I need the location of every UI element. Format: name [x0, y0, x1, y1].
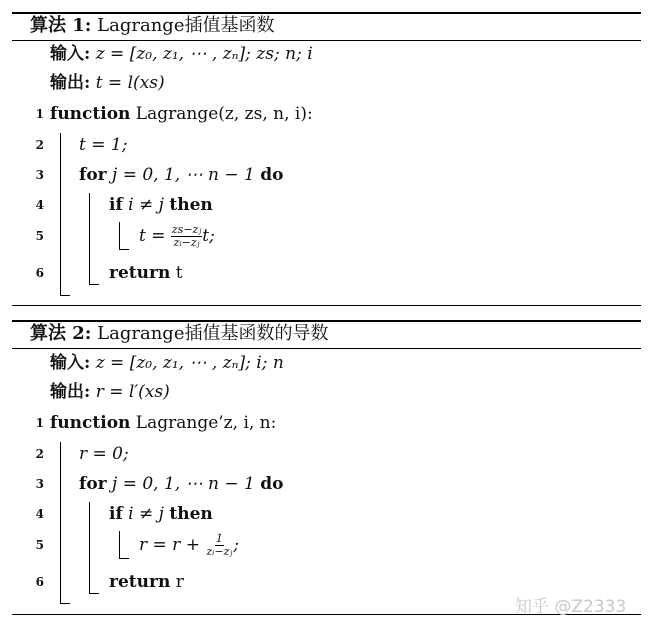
algo2-for-scope-bar [89, 502, 90, 594]
algo2-output-expr: r = l′(xs) [95, 382, 170, 402]
algo2-for-scope-foot [89, 593, 99, 594]
algo2-output [50, 382, 170, 402]
algo1-keyword-if: if [109, 195, 123, 215]
algo2-for-range: j = 0, 1, ⋯ n − 1 [106, 474, 261, 494]
algo1-output-label: 输出: [50, 73, 91, 93]
algo1-output-expr: t = l(xs) [95, 73, 165, 93]
algo1-keyword-return: return [109, 263, 171, 283]
algo1-if-scope-bar [119, 222, 120, 250]
algo1-input-expr: z = [z₀, z₁, ⋯ , zₙ]; zs; n; i [95, 44, 313, 64]
algo1-function-scope-bar [60, 133, 61, 296]
algo1-line-3 [79, 165, 283, 185]
algo1-return-value: t [170, 263, 183, 283]
algo1-fraction-denominator: zᵢ−zⱼ [173, 236, 200, 249]
algo1-for-scope-foot [89, 284, 99, 285]
algo1-if-condition: i ≠ j [122, 195, 170, 215]
algo1-function-signature: Lagrange(z, zs, n, i): [130, 104, 313, 124]
algo1-keyword-do: do [260, 165, 284, 185]
algo2-input-label: 输入: [50, 353, 91, 373]
algo1-input-label: 输入: [50, 44, 91, 64]
algo2-line-5 [139, 533, 239, 558]
algo2-function-scope-foot [60, 603, 70, 604]
algo1-function-scope-foot [60, 295, 70, 296]
algo2-input-expr: z = [z₀, z₁, ⋯ , zₙ]; i; n [95, 353, 284, 373]
algo2-assign-tail: ; [233, 535, 240, 555]
algo2-title-text: Lagrange插值基函数的导数 [97, 323, 329, 344]
algo2-if-scope-bar [119, 531, 120, 559]
algo2-line-number: 1 [35, 416, 44, 430]
algo1-title [30, 15, 274, 37]
algo1-line-6 [109, 263, 183, 283]
algo2-title-rule [12, 348, 641, 349]
algo1-line-number: 3 [35, 168, 44, 182]
algo2-input [50, 353, 284, 373]
algo2-line-4 [109, 504, 213, 524]
algo1-keyword-for: for [79, 165, 107, 185]
algo1-for-range: j = 0, 1, ⋯ n − 1 [106, 165, 261, 185]
algo1-line-2: t = 1; [79, 135, 128, 155]
algo2-line-number: 6 [35, 575, 44, 589]
algo1-bottom-rule [12, 305, 641, 306]
algo2-keyword-return: return [109, 572, 171, 592]
algo1-title-rule [12, 40, 641, 41]
algo2-line-2: r = 0; [79, 444, 129, 464]
algo1-line-4 [109, 195, 213, 215]
algo2-fraction-numerator: 1 [215, 532, 223, 545]
algo2-line-number: 3 [35, 477, 44, 491]
algo1-line-number: 2 [35, 138, 44, 152]
algo2-output-label: 输出: [50, 382, 91, 402]
algo2-keyword-function: function [50, 413, 131, 433]
algo2-keyword-do: do [260, 474, 284, 494]
algo2-line-1 [50, 413, 276, 433]
algo1-title-text: Lagrange插值基函数 [97, 15, 275, 36]
algo1-assign-lhs: t = [139, 226, 171, 246]
algo2-function-signature: Lagrange’z, i, n: [130, 413, 277, 433]
algo2-title [30, 323, 328, 345]
algo1-fraction-numerator: zs−zⱼ [171, 223, 202, 236]
algo2-fraction-denominator: zᵢ−zⱼ [206, 545, 233, 558]
algo1-line-5 [139, 224, 215, 249]
algo2-keyword-then: then [169, 504, 213, 524]
algo1-line-number: 4 [35, 198, 44, 212]
algo1-assign-tail: t; [202, 226, 215, 246]
algo2-top-rule [12, 320, 641, 322]
algo2-return-value: r [170, 572, 184, 592]
algo2-if-scope-foot [119, 558, 129, 559]
algo1-keyword-function: function [50, 104, 131, 124]
algo1-for-scope-bar [89, 193, 90, 285]
algo1-top-rule [12, 12, 641, 14]
algo1-if-scope-foot [119, 249, 129, 250]
algo2-if-condition: i ≠ j [122, 504, 170, 524]
algo1-keyword-then: then [169, 195, 213, 215]
algo2-function-scope-bar [60, 442, 61, 604]
algo2-line-number: 5 [35, 538, 44, 552]
algo1-line-1 [50, 104, 313, 124]
algo1-input [50, 44, 313, 64]
algo2-line-3 [79, 474, 283, 494]
algo2-title-prefix: 算法 2: [30, 323, 92, 344]
algo2-line-number: 4 [35, 507, 44, 521]
algo1-line-number: 5 [35, 229, 44, 243]
algo2-fraction [205, 533, 233, 558]
algo1-line-number: 1 [35, 107, 44, 121]
watermark: 知乎 @Z2333 [515, 597, 627, 617]
algo1-output [50, 73, 165, 93]
algo2-line-6 [109, 572, 184, 592]
algo1-fraction [171, 224, 202, 249]
algo1-title-prefix: 算法 1: [30, 15, 92, 36]
algo1-line-number: 6 [35, 266, 44, 280]
algo2-assign-lhs: r = r + [139, 535, 206, 555]
algo2-keyword-for: for [79, 474, 107, 494]
algo2-keyword-if: if [109, 504, 123, 524]
algo2-line-number: 2 [35, 447, 44, 461]
